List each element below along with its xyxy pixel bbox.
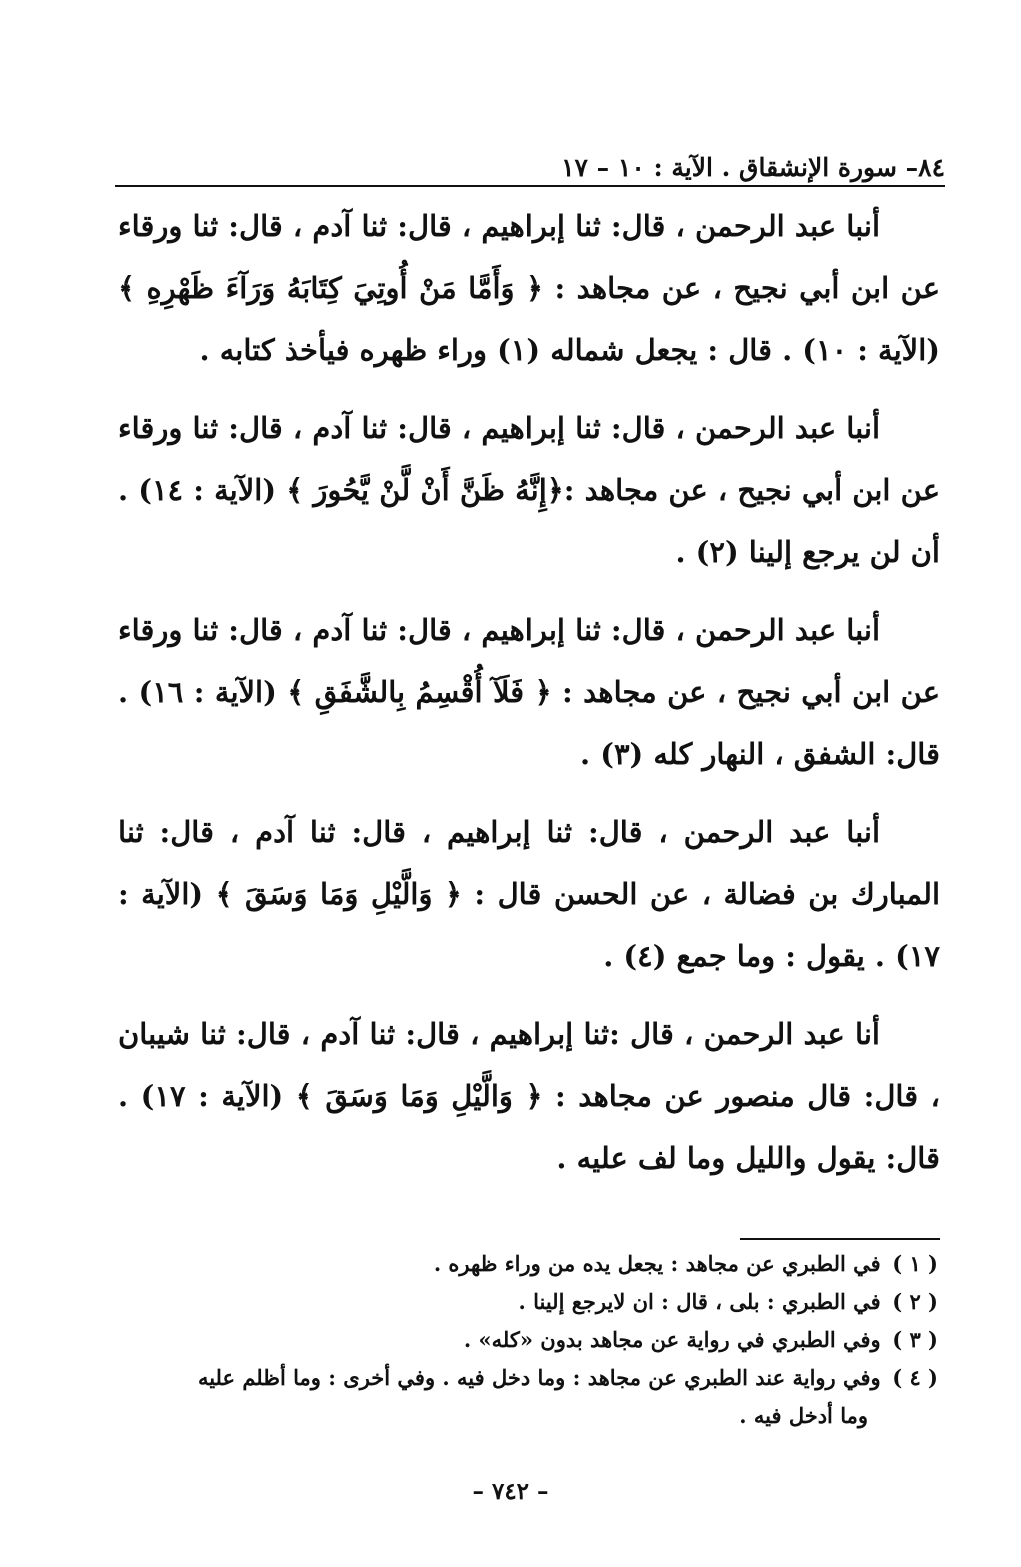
paragraph-3-text: أنبا عبد الرحمن ، قال: ثنا إبراهيم ، قال: ثنا آدم ، قال: ثنا ورقاء عن ابن أبي نجيح ، عن مجاهد : ﴿ فَلَآ أُقْسِمُ بِالشَّفَقِ ﴾ (الآية : ١٦) . قال: الشفق ، النهار كله (٣) .: [118, 613, 940, 771]
body-text: [118, 195, 940, 1205]
footnote-number: ( ٤ ): [892, 1365, 938, 1390]
footnote-number: ( ١ ): [892, 1251, 938, 1276]
footnote-4: [100, 1359, 938, 1397]
page-number: – ٧٤٢ –: [472, 1478, 549, 1505]
paragraph-4: [118, 801, 940, 987]
paragraph-3: [118, 599, 940, 785]
footnotes: [100, 1245, 938, 1435]
footnote-number: ( ٣ ): [892, 1327, 938, 1352]
paragraph-5-text: أنا عبد الرحمن ، قال :ثنا إبراهيم ، قال: ثنا آدم ، قال: ثنا شيبان ، قال: قال منصور عن مجاهد : ﴿ وَالَّيْلِ وَمَا وَسَقَ ﴾ (الآية : ١٧) . قال: يقول والليل وما لف عليه .: [118, 1017, 940, 1175]
paragraph-5: [118, 1003, 940, 1189]
footnote-rule: [740, 1238, 940, 1240]
paragraph-1-text: أنبا عبد الرحمن ، قال: ثنا إبراهيم ، قال: ثنا آدم ، قال: ثنا ورقاء عن ابن أبي نجيح ، عن مجاهد : ﴿ وَأَمَّا مَنْ أُوتِيَ كِتَابَهُ وَرَآءَ ظَهْرِهِ ﴾ (الآية : ١٠) . قال : يجعل شماله (١) وراء ظهره فيأخذ كتابه .: [118, 209, 940, 367]
footnote-4-continuation: وما أدخل فيه .: [739, 1403, 868, 1428]
running-header: ٨٤– سورة الإنشقاق . الآية : ١٠ – ١٧: [561, 153, 945, 182]
footnote-2: [100, 1283, 938, 1321]
footnote-text: في الطبري : بلى ، قال : ان لايرجع إلينا .: [518, 1289, 881, 1314]
paragraph-1: [118, 195, 940, 381]
footnote-text: في الطبري عن مجاهد : يجعل يده من وراء ظهره .: [433, 1251, 881, 1276]
footnote-text: وفي الطبري في رواية عن مجاهد بدون «كله» .: [463, 1327, 881, 1352]
footnote-text: وفي رواية عند الطبري عن مجاهد : وما دخل فيه . وفي أخرى : وما أظلم عليه: [197, 1365, 881, 1390]
header-rule: [115, 185, 945, 187]
footnote-number: ( ٢ ): [892, 1289, 938, 1314]
paragraph-2: [118, 397, 940, 583]
paragraph-2-text: أنبا عبد الرحمن ، قال: ثنا إبراهيم ، قال: ثنا آدم ، قال: ثنا ورقاء عن ابن أبي نجيح ، عن مجاهد :﴿إِنَّهُ ظَنَّ أَنْ لَّنْ يَّحُورَ ﴾ (الآية : ١٤) . أن لن يرجع إلينا (٢) .: [118, 411, 940, 569]
footnote-1: [100, 1245, 938, 1283]
footnote-3: [100, 1321, 938, 1359]
paragraph-4-text: أنبا عبد الرحمن ، قال: ثنا إبراهيم ، قال: ثنا آدم ، قال: ثنا المبارك بن فضالة ، عن الحسن قال : ﴿ وَالَّيْلِ وَمَا وَسَقَ ﴾ (الآية : ١٧) . يقول : وما جمع (٤) .: [118, 815, 940, 973]
